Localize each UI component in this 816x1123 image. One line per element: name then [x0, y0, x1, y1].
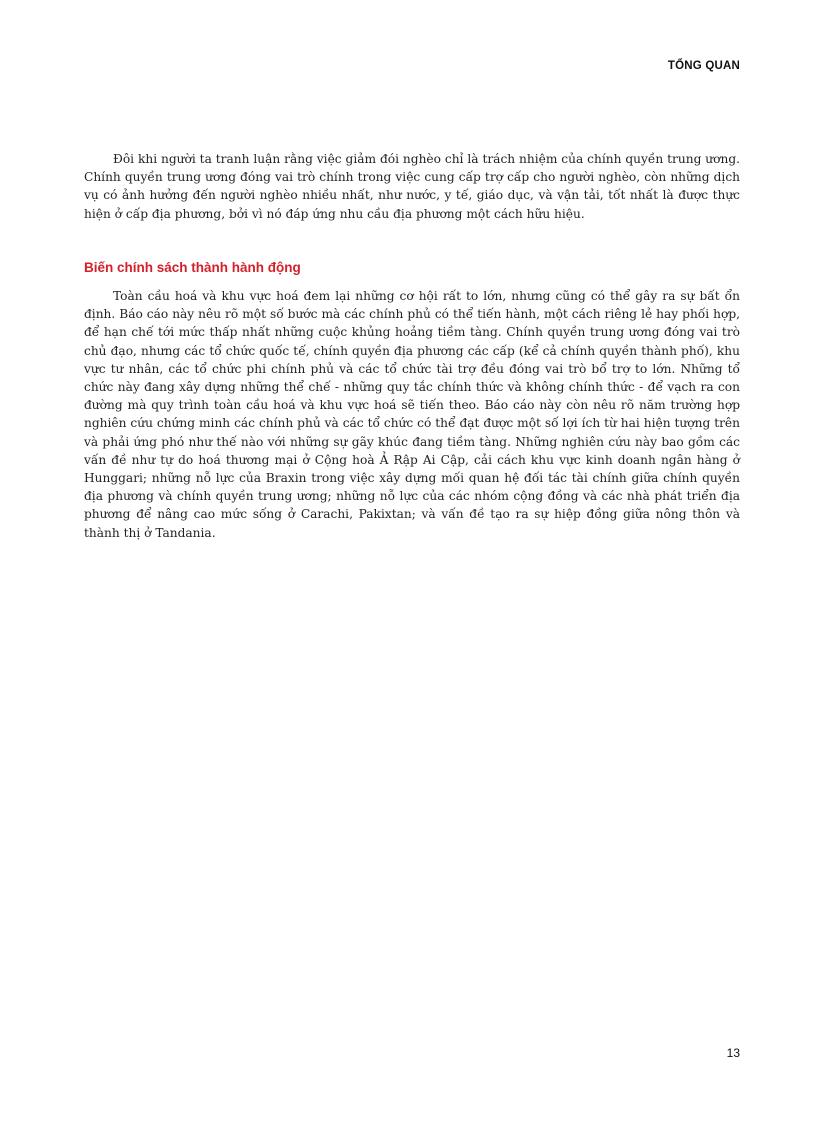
- intro-paragraph: Đôi khi người ta tranh luận rằng việc giảm đói nghèo chỉ là trách nhiệm của chính quyền trung ương. Chính quyền trung ương đóng vai trò chính trong việc cung cấp trợ cấp cho người nghèo, còn những dịch vụ có ảnh hưởng đến người nghèo nhiều nhất, như nước, y tế, giáo dục, và vận tải, tốt nhất là được thực hiện ở cấp địa phương, bởi vì nó đáp ứng nhu cầu địa phương một cách hữu hiệu.: [84, 152, 740, 221]
- section-paragraph: Toàn cầu hoá và khu vực hoá đem lại những cơ hội rất to lớn, nhưng cũng có thể gây ra sự bất ổn định. Báo cáo này nêu rõ một số bước mà các chính phủ có thể tiến hành, một cách riêng lẻ hay phối hợp, để hạn chế tới mức thấp nhất những cuộc khủng hoảng tiềm tàng. Chính quyền trung ương đóng vai trò chủ đạo, nhưng các tổ chức quốc tế, chính quyền địa phương các cấp (kể cả chính quyền thành phố), khu vực tư nhân, các tổ chức phi chính phủ và các tổ chức tài trợ đều đóng vai trò bổ trợ to lớn. Những tổ chức này đang xây dựng những thể chế - những quy tắc chính thức và không chính thức - để vạch ra con đường mà quy trình toàn cầu hoá và khu vực hoá sẽ tiến theo. Báo cáo này còn nêu rõ năm trường hợp nghiên cứu chứng minh các chính phủ và các tổ chức có thể đạt được một số lợi ích từ hai hiện tượng trên và phải ứng phó như thế nào với những sự gãy khúc đang tiềm tàng. Những nghiên cứu này bao gồm các vấn đề như tự do hoá thương mại ở Cộng hoà Ả Rập Ai Cập, cải cách khu vực kinh doanh ngân hàng ở Hunggari; những nỗ lực của Braxin trong việc xây dựng mối quan hệ đối tác tài chính giữa chính quyền địa phương và chính quyền trung ương; những nỗ lực của các nhóm cộng đồng và các nhà phát triển địa phương để nâng cao mức sống ở Carachi, Pakixtan; và vấn đề tạo ra sự hiệp đồng giữa nông thôn và thành thị ở Tandania.: [84, 289, 740, 540]
- running-header-title: TỔNG QUAN: [667, 60, 740, 72]
- page-body: [84, 150, 740, 542]
- page-number: 13: [726, 1046, 740, 1060]
- section-heading: Biến chính sách thành hành động: [84, 259, 301, 275]
